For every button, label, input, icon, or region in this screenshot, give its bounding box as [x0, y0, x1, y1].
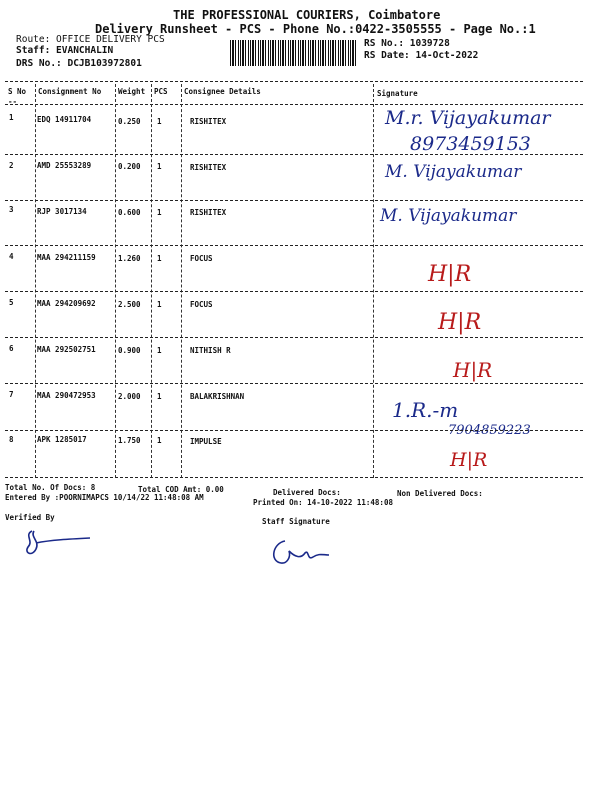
row-rule: [5, 245, 583, 246]
drs-number: DRS No.: DCJB103972801: [16, 58, 142, 69]
row-pcs: 1: [157, 300, 162, 309]
row-consignee: RISHITEX: [190, 117, 227, 126]
row-rule: [5, 291, 583, 292]
row-sno: 8: [9, 435, 14, 444]
col-sno: S No: [8, 87, 27, 96]
row-sno: 7: [9, 390, 14, 399]
row-weight: 0.900: [118, 346, 141, 355]
row-consignee: RISHITEX: [190, 163, 227, 172]
signature-phone: 7904859223: [448, 423, 531, 438]
row-weight: 0.200: [118, 162, 141, 171]
route-label: Route: OFFICE DELIVERY PCS: [16, 34, 165, 45]
barcode-image: [230, 40, 358, 66]
col-separator: [35, 84, 36, 478]
row-consignee: FOCUS: [190, 300, 213, 309]
row-rule: [5, 337, 583, 338]
row-pcs: 1: [157, 208, 162, 217]
row-pcs: 1: [157, 346, 162, 355]
row-consignee: FOCUS: [190, 254, 213, 263]
row-weight: 2.500: [118, 300, 141, 309]
row-consignment: APK 1285017: [37, 435, 87, 444]
signature-handwriting: H|R: [428, 262, 472, 287]
row-consignment: MAA 294209692: [37, 299, 96, 308]
row-consignee: NITHISH R: [190, 346, 231, 355]
col-separator: [151, 84, 152, 478]
row-sno: 4: [9, 252, 14, 261]
row-sno: 2: [9, 161, 14, 170]
verified-by-label: Verified By: [5, 513, 55, 522]
row-rule: [5, 200, 583, 201]
total-docs: Total No. Of Docs: 8: [5, 483, 96, 492]
row-weight: 0.250: [118, 117, 141, 126]
row-sno: 5: [9, 298, 14, 307]
row-consignment: AMD 25553289: [37, 161, 92, 170]
col-separator: [181, 84, 182, 478]
col-separator: [373, 84, 374, 478]
total-cod: Total COD Amt: 0.00: [138, 485, 224, 494]
row-consignment: MAA 292502751: [37, 345, 96, 354]
rs-date: RS Date: 14-Oct-2022: [364, 50, 479, 61]
row-rule: [5, 430, 583, 431]
row-sno: 1: [9, 113, 14, 122]
row-pcs: 1: [157, 254, 162, 263]
table-top-rule: [5, 81, 583, 82]
col-consignee: Consignee Details: [184, 87, 261, 96]
row-consignment: MAA 294211159: [37, 253, 96, 262]
row-consignment: RJP 3017134: [37, 207, 87, 216]
row-consignee: BALAKRISHNAN: [190, 392, 245, 401]
staff-label: Staff: EVANCHALIN: [16, 45, 114, 56]
rs-number: RS No.: 1039728: [364, 38, 450, 49]
row-consignee: RISHITEX: [190, 208, 227, 217]
table-bottom-rule: [5, 477, 583, 478]
row-consignment: EDQ 14911704: [37, 115, 92, 124]
non-delivered-docs: Non Delivered Docs:: [397, 489, 483, 498]
row-weight: 1.750: [118, 436, 141, 445]
row-pcs: 1: [157, 117, 162, 126]
row-pcs: 1: [157, 162, 162, 171]
signature-handwriting: H|R: [438, 310, 482, 335]
col-weight: Weight: [118, 87, 146, 96]
header-dashes: --: [8, 97, 18, 106]
row-sno: 3: [9, 205, 14, 214]
col-signature: Signature: [377, 89, 418, 98]
row-weight: 0.600: [118, 208, 141, 217]
row-pcs: 1: [157, 436, 162, 445]
row-consignment: MAA 290472953: [37, 391, 96, 400]
signature-handwriting: H|R: [450, 449, 488, 471]
col-separator: [115, 84, 116, 478]
row-weight: 1.260: [118, 254, 141, 263]
runsheet-subtitle: Delivery Runsheet - PCS - Phone No.:0422-3505555 - Page No.:1: [95, 22, 536, 36]
row-sno: 6: [9, 344, 14, 353]
signature-handwriting: 1.R.-m: [392, 398, 459, 422]
signature-handwriting: H|R: [453, 358, 493, 382]
row-pcs: 1: [157, 392, 162, 401]
signature-handwriting: M. Vijayakumar: [385, 162, 522, 182]
staff-signature-label: Staff Signature: [262, 517, 330, 526]
table-header-rule: [5, 104, 583, 105]
staff-signature: [265, 535, 335, 570]
row-rule: [5, 154, 583, 155]
delivered-docs: Delivered Docs:: [273, 488, 341, 497]
col-pcs: PCS: [154, 87, 168, 96]
col-consignment: Consignment No: [38, 87, 102, 96]
signature-handwriting: M. Vijayakumar: [380, 206, 517, 226]
row-weight: 2.000: [118, 392, 141, 401]
company-title: THE PROFESSIONAL COURIERS, Coimbatore: [173, 8, 441, 22]
verifier-signature: [20, 525, 95, 560]
signature-phone: 8973459153: [410, 133, 531, 155]
printed-on: Printed On: 14-10-2022 11:48:08: [253, 498, 393, 507]
row-rule: [5, 383, 583, 384]
row-consignee: IMPULSE: [190, 437, 222, 446]
entered-by: Entered By :POORNIMAPCS 10/14/22 11:48:08 AM: [5, 493, 204, 502]
signature-handwriting: M.r. Vijayakumar: [385, 107, 551, 129]
